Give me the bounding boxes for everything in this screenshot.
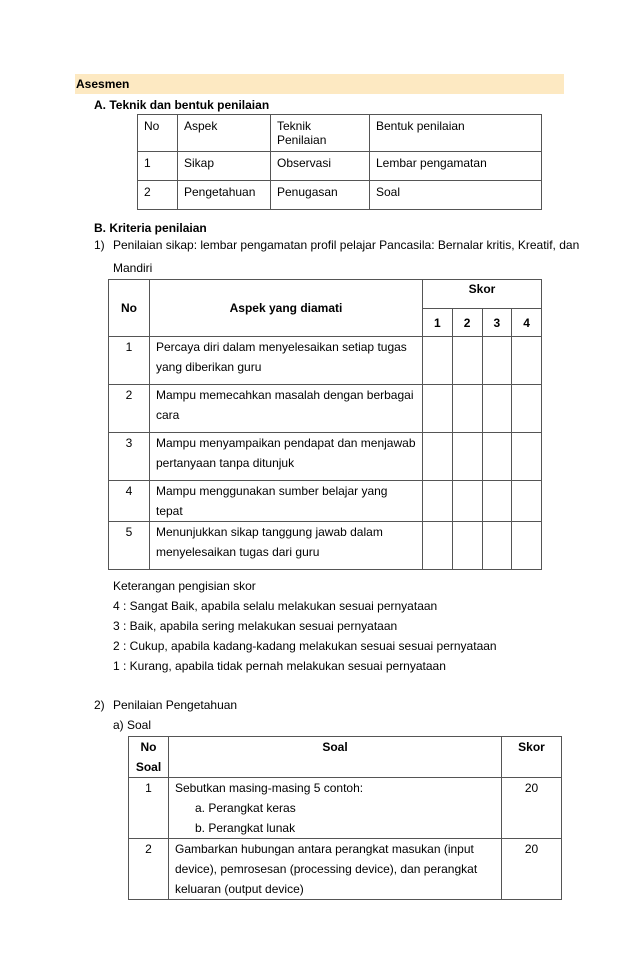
score-cell[interactable] [482,522,512,570]
row-no: 1 [129,778,169,839]
table-header-row [129,737,562,778]
header-aspek: Aspek [178,115,271,152]
score-cell[interactable] [482,337,512,385]
row-score: 20 [502,778,562,839]
aspect-line: menyelesaikan tugas dari guru [156,545,320,559]
score-cell[interactable] [512,337,542,385]
technique-table [137,114,542,210]
score-cell[interactable] [452,522,482,570]
part-a-title: A. Teknik dan bentuk penilaian [94,98,270,112]
keterangan-line: 2 : Cukup, apabila kadang-kadang melakukan sesuai sesuai pernyataan [113,639,497,653]
cell: Sikap [178,152,271,181]
question-text: Sebutkan masing-masing 5 contoh: [175,781,364,795]
table-row [109,385,542,433]
section-title: Asesmen [76,77,130,91]
keterangan-line: 4 : Sangat Baik, apabila selalu melakukan sesuai pernyataan [113,599,438,613]
part-b-title: B. Kriteria penilaian [94,221,207,235]
keterangan-line: 1 : Kurang, apabila tidak pernah melakukan sesuai pernyataan [113,659,446,673]
row-no: 2 [129,839,169,900]
aspect-line: Percaya diri dalam menyelesaikan setiap tugas [156,340,407,354]
table-header-row [138,115,542,152]
table-row [109,522,542,570]
table-row [129,839,562,900]
row-question [169,839,502,900]
score-cell[interactable] [482,481,512,522]
aspect-line: pertanyaan tanpa ditunjuk [156,456,295,470]
header-teknik: Teknik Penilaian [271,115,370,152]
row-no: 2 [109,385,150,433]
cell: Soal [370,181,542,210]
score-cell[interactable] [512,385,542,433]
row-aspect [150,385,423,433]
section-title-bar [75,74,564,94]
row-no: 5 [109,522,150,570]
score-cell[interactable] [423,337,453,385]
cell: Lembar pengamatan [370,152,542,181]
question-sub-item: b. Perangkat lunak [195,821,296,835]
header-skor: Skor [423,280,542,309]
score-cell[interactable] [512,433,542,481]
row-no: 4 [109,481,150,522]
row-score: 20 [502,839,562,900]
header-no: No [109,280,150,337]
cell: 2 [138,181,178,210]
row-aspect [150,433,423,481]
score-cell[interactable] [423,433,453,481]
header-no: No [138,115,178,152]
aspect-line: Mampu menggunakan sumber belajar yang tepat [156,484,388,518]
aspect-line: cara [156,408,180,422]
item-1-line-2: Mandiri [113,261,153,275]
header-skor-3: 3 [482,309,512,337]
question-line: device), pemrosesan (processing device), dan perangkat [175,862,478,876]
item-1-number: 1) [94,238,105,252]
question-line: Gambarkan hubungan antara perangkat masukan (input [175,842,474,856]
item-1-line-1: Penilaian sikap: lembar pengamatan profil pelajar Pancasila: Bernalar kritis, Kreatif, dan [113,238,580,252]
question-line: keluaran (output device) [175,882,304,896]
item-2-title: Penilaian Pengetahuan [113,698,238,712]
table-row [138,181,542,210]
table-row [109,481,542,522]
cell: 1 [138,152,178,181]
sub-a-title: a) Soal [113,718,152,732]
row-aspect [150,481,423,522]
header-skor-2: 2 [452,309,482,337]
header-skor-4: 4 [512,309,542,337]
score-cell[interactable] [482,433,512,481]
header-no-line-2: Soal [135,760,162,774]
cell: Penugasan [271,181,370,210]
keterangan-title: Keterangan pengisian skor [113,579,256,593]
table-row [109,433,542,481]
header-aspek: Aspek yang diamati [150,280,423,337]
score-cell[interactable] [452,433,482,481]
row-no: 3 [109,433,150,481]
aspect-line: Mampu menyampaikan pendapat dan menjawab [156,436,416,450]
keterangan-line: 3 : Baik, apabila sering melakukan sesuai pernyataan [113,619,398,633]
header-skor-1: 1 [423,309,453,337]
score-cell[interactable] [452,337,482,385]
cell: Observasi [271,152,370,181]
item-2-number: 2) [94,698,105,712]
header-no-line-1: No [140,740,157,754]
header-skor: Skor [502,737,562,778]
attitude-table [108,279,542,570]
cell: Pengetahuan [178,181,271,210]
table-row [129,778,562,839]
header-no [129,737,169,778]
question-table [128,736,562,900]
row-aspect [150,522,423,570]
header-bentuk: Bentuk penilaian [370,115,542,152]
score-cell[interactable] [512,481,542,522]
score-cell[interactable] [452,385,482,433]
table-header-row [109,280,542,309]
score-cell[interactable] [423,481,453,522]
header-soal: Soal [169,737,502,778]
table-row [109,337,542,385]
score-cell[interactable] [482,385,512,433]
row-question [169,778,502,839]
row-no: 1 [109,337,150,385]
table-row [138,152,542,181]
score-cell[interactable] [452,481,482,522]
score-cell[interactable] [423,385,453,433]
score-cell[interactable] [423,522,453,570]
aspect-line: yang diberikan guru [156,360,262,374]
question-sub-item: a. Perangkat keras [195,801,296,815]
aspect-line: Mampu memecahkan masalah dengan berbagai [156,388,414,402]
score-cell[interactable] [512,522,542,570]
aspect-line: Menunjukkan sikap tanggung jawab dalam [156,525,383,539]
row-aspect [150,337,423,385]
